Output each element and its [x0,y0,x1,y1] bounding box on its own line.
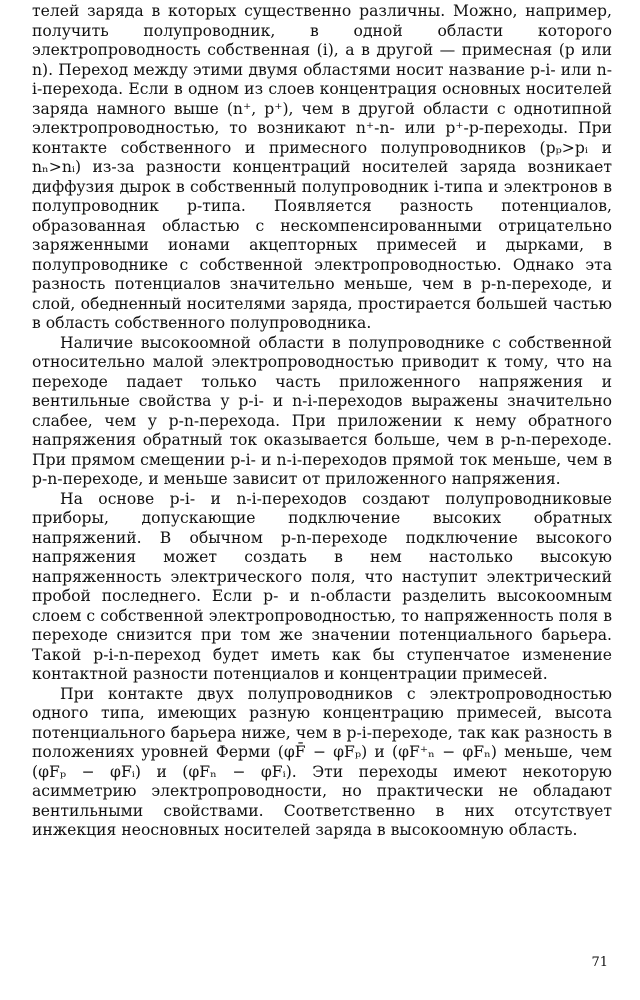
paragraph-4: При контакте двух полупроводников с электропроводностью одного типа, имеющих разную концентрацию примесей, высота потенциального барьера ниже, чем в p-i-переходе, так как разность в положениях уровней Ферми (φF̄ − φFₚ) и (φF⁺ₙ − φFₙ) меньше, чем (φFₚ − φFᵢ) и (φFₙ − φFᵢ). Эти переходы имеют некоторую асимметрию электропроводности, но практически не обладают вентильными свойствами. Соответственно в них отсутствует инжекция неосновных носителей заряда в высокоомную область. [32,684,612,839]
body-text [32,2,612,841]
paragraph-2: Наличие высокоомной области в полупроводнике с собственной относительно малой электропроводностью приводит к тому, что на переходе падает только часть приложенного напряжения и вентильные свойства у p-i- и n-i-переходов выражены значительно слабее, чем у p-n-перехода. При приложении к нему обратного напряжения обратный ток оказывается больше, чем в p-n-переходе. При прямом смещении p-i- и n-i-переходов прямой ток меньше, чем в p-n-переходе, и меньше зависит от приложенного напряжения. [32,333,612,488]
paragraph-3: На основе p-i- и n-i-переходов создают полупроводниковые приборы, допускающие подключение высоких обратных напряжений. В обычном p-n-переходе подключение высокого напряжения может создать в нем настолько высокую напряженность электрического поля, что наступит электрический пробой последнего. Если p- и n-области разделить высокоомным слоем с собственной электропроводностью, то напряженность поля в переходе снизится при том же значении потенциального барьера. Такой p-i-n-переход будет иметь как бы ступенчатое изменение контактной разности потенциалов и концентрации примесей. [32,489,612,683]
paragraph-1: телей заряда в которых существенно различны. Можно, например, получить полупроводник, в одной области которого электропроводность собственная (i), а в другой — примесная (p или n). Переход между этими двумя областями носит название p-i- или n-i-перехода. Если в одном из слоев концентрация основных носителей заряда намного выше (n⁺, p⁺), чем в другой области с однотипной электропроводностью, то возникают n⁺-n- или p⁺-p-переходы. При контакте собственного и примесного полупроводников (pₚ>pᵢ и nₙ>nᵢ) из-за разности концентраций носителей заряда возникает диффузия дырок в собственный полупроводник i-типа и электронов в полупроводник p-типа. Появляется разность потенциалов, образованная областью с нескомпенсированными отрицательно заряженными ионами акцепторных примесей и дырками, в полупроводнике с собственной электропроводностью. Однако эта разность потенциалов значительно меньше, чем в p-n-переходе, и слой, обедненный носителями заряда, простирается большей частью в область собственного полупроводника. [32,2,612,332]
page-number: 71 [591,955,608,970]
